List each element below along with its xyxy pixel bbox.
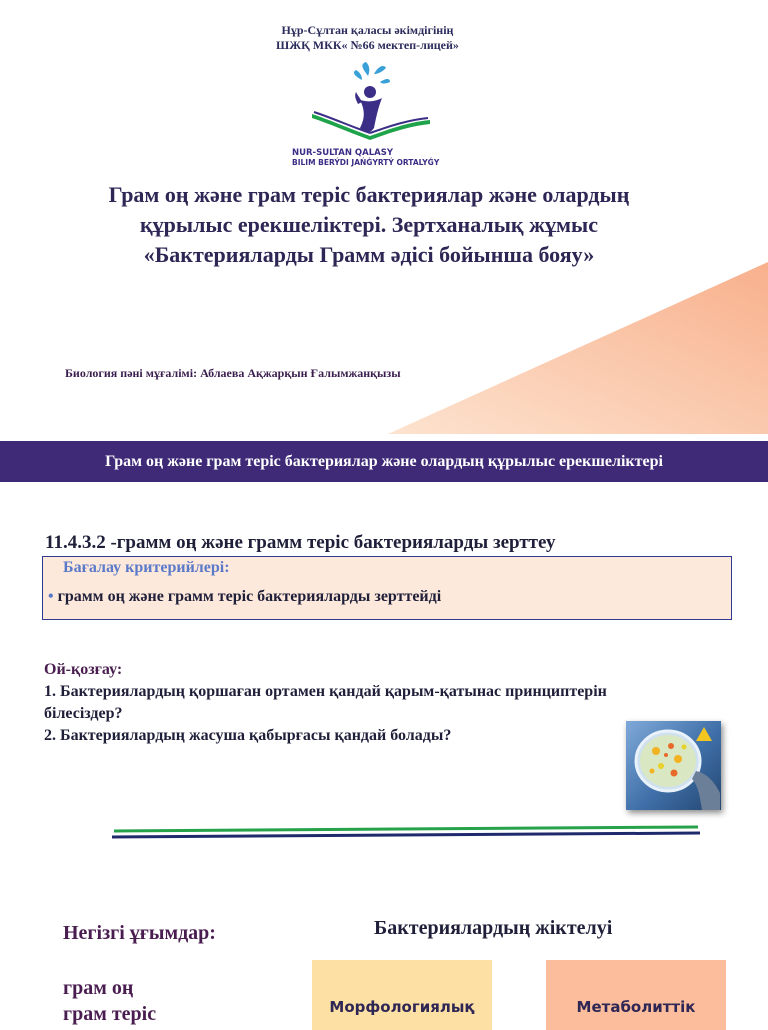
criteria-item xyxy=(48,588,441,606)
criteria-item-text: грамм оң және грамм теріс бактерияларды зерттейді xyxy=(57,588,442,605)
logo-text-line-1: NUR-SULTAN QALASY xyxy=(292,148,393,158)
petri-dish-image xyxy=(626,721,721,810)
learning-objective: 11.4.3.2 -грамм оң және грамм теріс бактерияларды зерттеу xyxy=(45,532,556,553)
classification-title: Бактериялардың жіктелуі xyxy=(374,917,613,939)
classification-card-metabolic xyxy=(546,960,726,1030)
question-1-line-2: білесіздер? xyxy=(44,705,123,722)
concept-gram-negative: грам теріс xyxy=(63,1003,157,1025)
divider-lines xyxy=(110,824,702,840)
question-2: 2. Бактериялардың жасуша қабырғасы қандай болады? xyxy=(44,727,452,744)
warmup-heading: Ой-қозғау: xyxy=(44,661,123,678)
bullet-icon: • xyxy=(48,588,54,605)
card-2-label: Метаболиттік xyxy=(576,998,696,1016)
question-1-line-1: 1. Бактериялардың қоршаған ортамен қандай қарым-қатынас принциптерін xyxy=(44,683,607,700)
teacher-name: Биология пәні мұғалімі: Аблаева Ақжарқын Ғалымжанқызы xyxy=(65,366,401,380)
decorative-triangle xyxy=(388,262,768,434)
organization-header xyxy=(0,23,735,53)
assessment-criteria-box xyxy=(42,556,732,620)
card-1-label: Морфологиялық xyxy=(329,998,475,1016)
title-line-2: құрылыс ерекшеліктері. Зертханалық жұмыс xyxy=(140,212,598,237)
organization-line-1: Нұр-Сұлтан қаласы әкімдігінің xyxy=(281,23,454,37)
page-title xyxy=(30,180,708,270)
school-logo xyxy=(290,62,450,172)
concept-gram-positive: грам оң xyxy=(63,977,134,999)
warmup-questions xyxy=(44,659,607,747)
section-banner: Грам оң және грам теріс бактериялар және олардың құрылыс ерекшеліктері xyxy=(0,441,768,482)
organization-line-2: ШЖҚ МКК« №66 мектеп-лицей» xyxy=(276,38,459,52)
title-line-3: «Бактерияларды Грамм әдісі бойынша бояу» xyxy=(143,242,595,267)
key-concepts-title: Негізгі ұғымдар: xyxy=(63,922,216,944)
classification-card-morphological xyxy=(312,960,492,1030)
criteria-title: Бағалау критерийлері: xyxy=(63,559,230,576)
logo-text-line-2: BILIM BERÝDI JAŃǴYRTÝ ORTALYǴY xyxy=(292,158,440,167)
title-line-1: Грам оң және грам теріс бактериялар және олардың xyxy=(108,182,630,207)
